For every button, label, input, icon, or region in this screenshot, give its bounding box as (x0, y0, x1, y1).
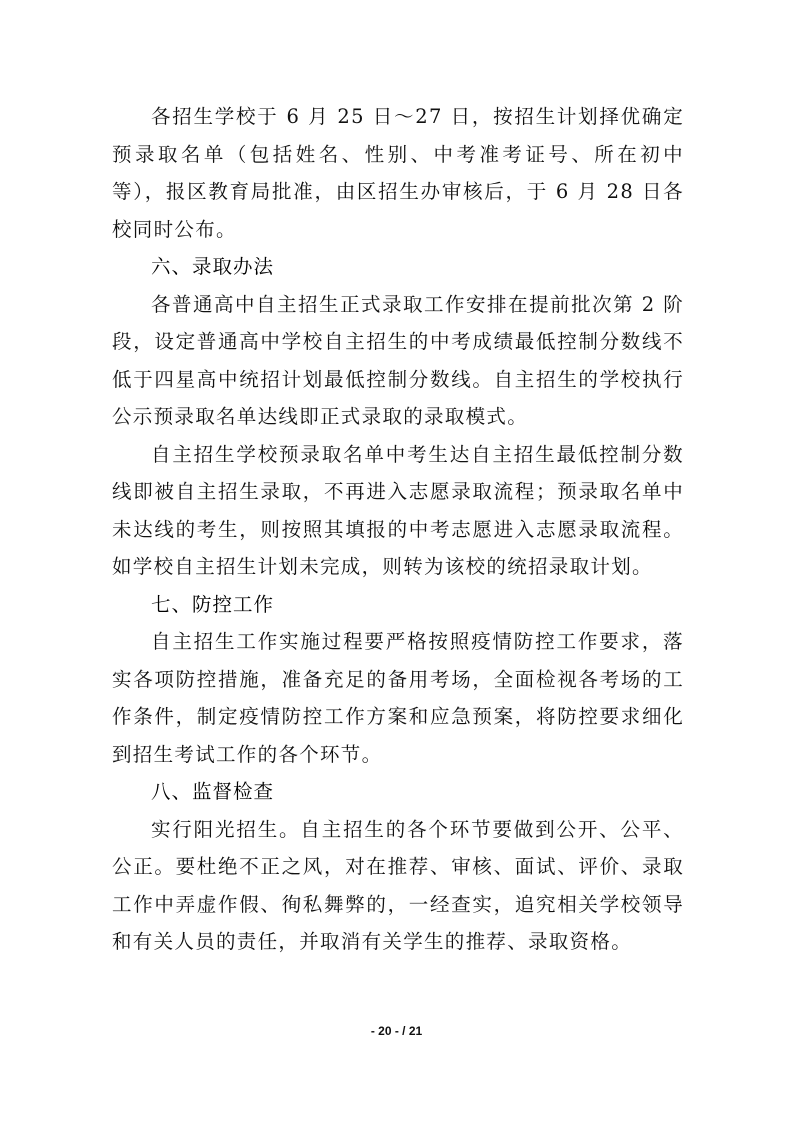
paragraph-admission-arrangement: 各普通高中自主招生正式录取工作安排在提前批次第 2 阶段，设定普通高中学校自主招生的中考成绩最低控制分数线不低于四星高中统招计划最低控制分数线。自主招生的学校执行公示预录取名单达线即正式录取的录取模式。 (112, 292, 684, 428)
paragraph-preliminary-list: 各招生学校于 6 月 25 日～27 日，按招生计划择优确定预录取名单（包括姓名、性别、中考准考证号、所在初中等），报区教育局批准，由区招生办审核后，于 6 月 28 日各校同时公布。 (112, 105, 684, 241)
paragraph-admission-flow: 自主招生学校预录取名单中考生达自主招生最低控制分数线即被自主招生录取，不再进入志愿录取流程；预录取名单中未达线的考生，则按照其填报的中考志愿进入志愿录取流程。如学校自主招生计划未完成，则转为该校的统招录取计划。 (112, 442, 684, 578)
paragraph-prevention: 自主招生工作实施过程要严格按照疫情防控工作要求，落实各项防控措施，准备充足的备用考场，全面检视各考场的工作条件，制定疫情防控工作方案和应急预案，将防控要求细化到招生考试工作的各个环节。 (112, 630, 684, 766)
section-heading-admission-method: 六、录取办法 (151, 255, 275, 278)
section-heading-prevention: 七、防控工作 (151, 592, 275, 616)
page-number: - 20 - / 21 (370, 1024, 423, 1038)
section-heading-supervision: 八、监督检查 (151, 780, 275, 803)
paragraph-supervision: 实行阳光招生。自主招生的各个环节要做到公开、公平、公正。要杜绝不正之风，对在推荐、审核、面试、评价、录取工作中弄虚作假、徇私舞弊的，一经查实，追究相关学校领导和有关人员的责任，并取消有关学生的推荐、录取资格。 (112, 817, 684, 953)
document-body (112, 98, 684, 961)
